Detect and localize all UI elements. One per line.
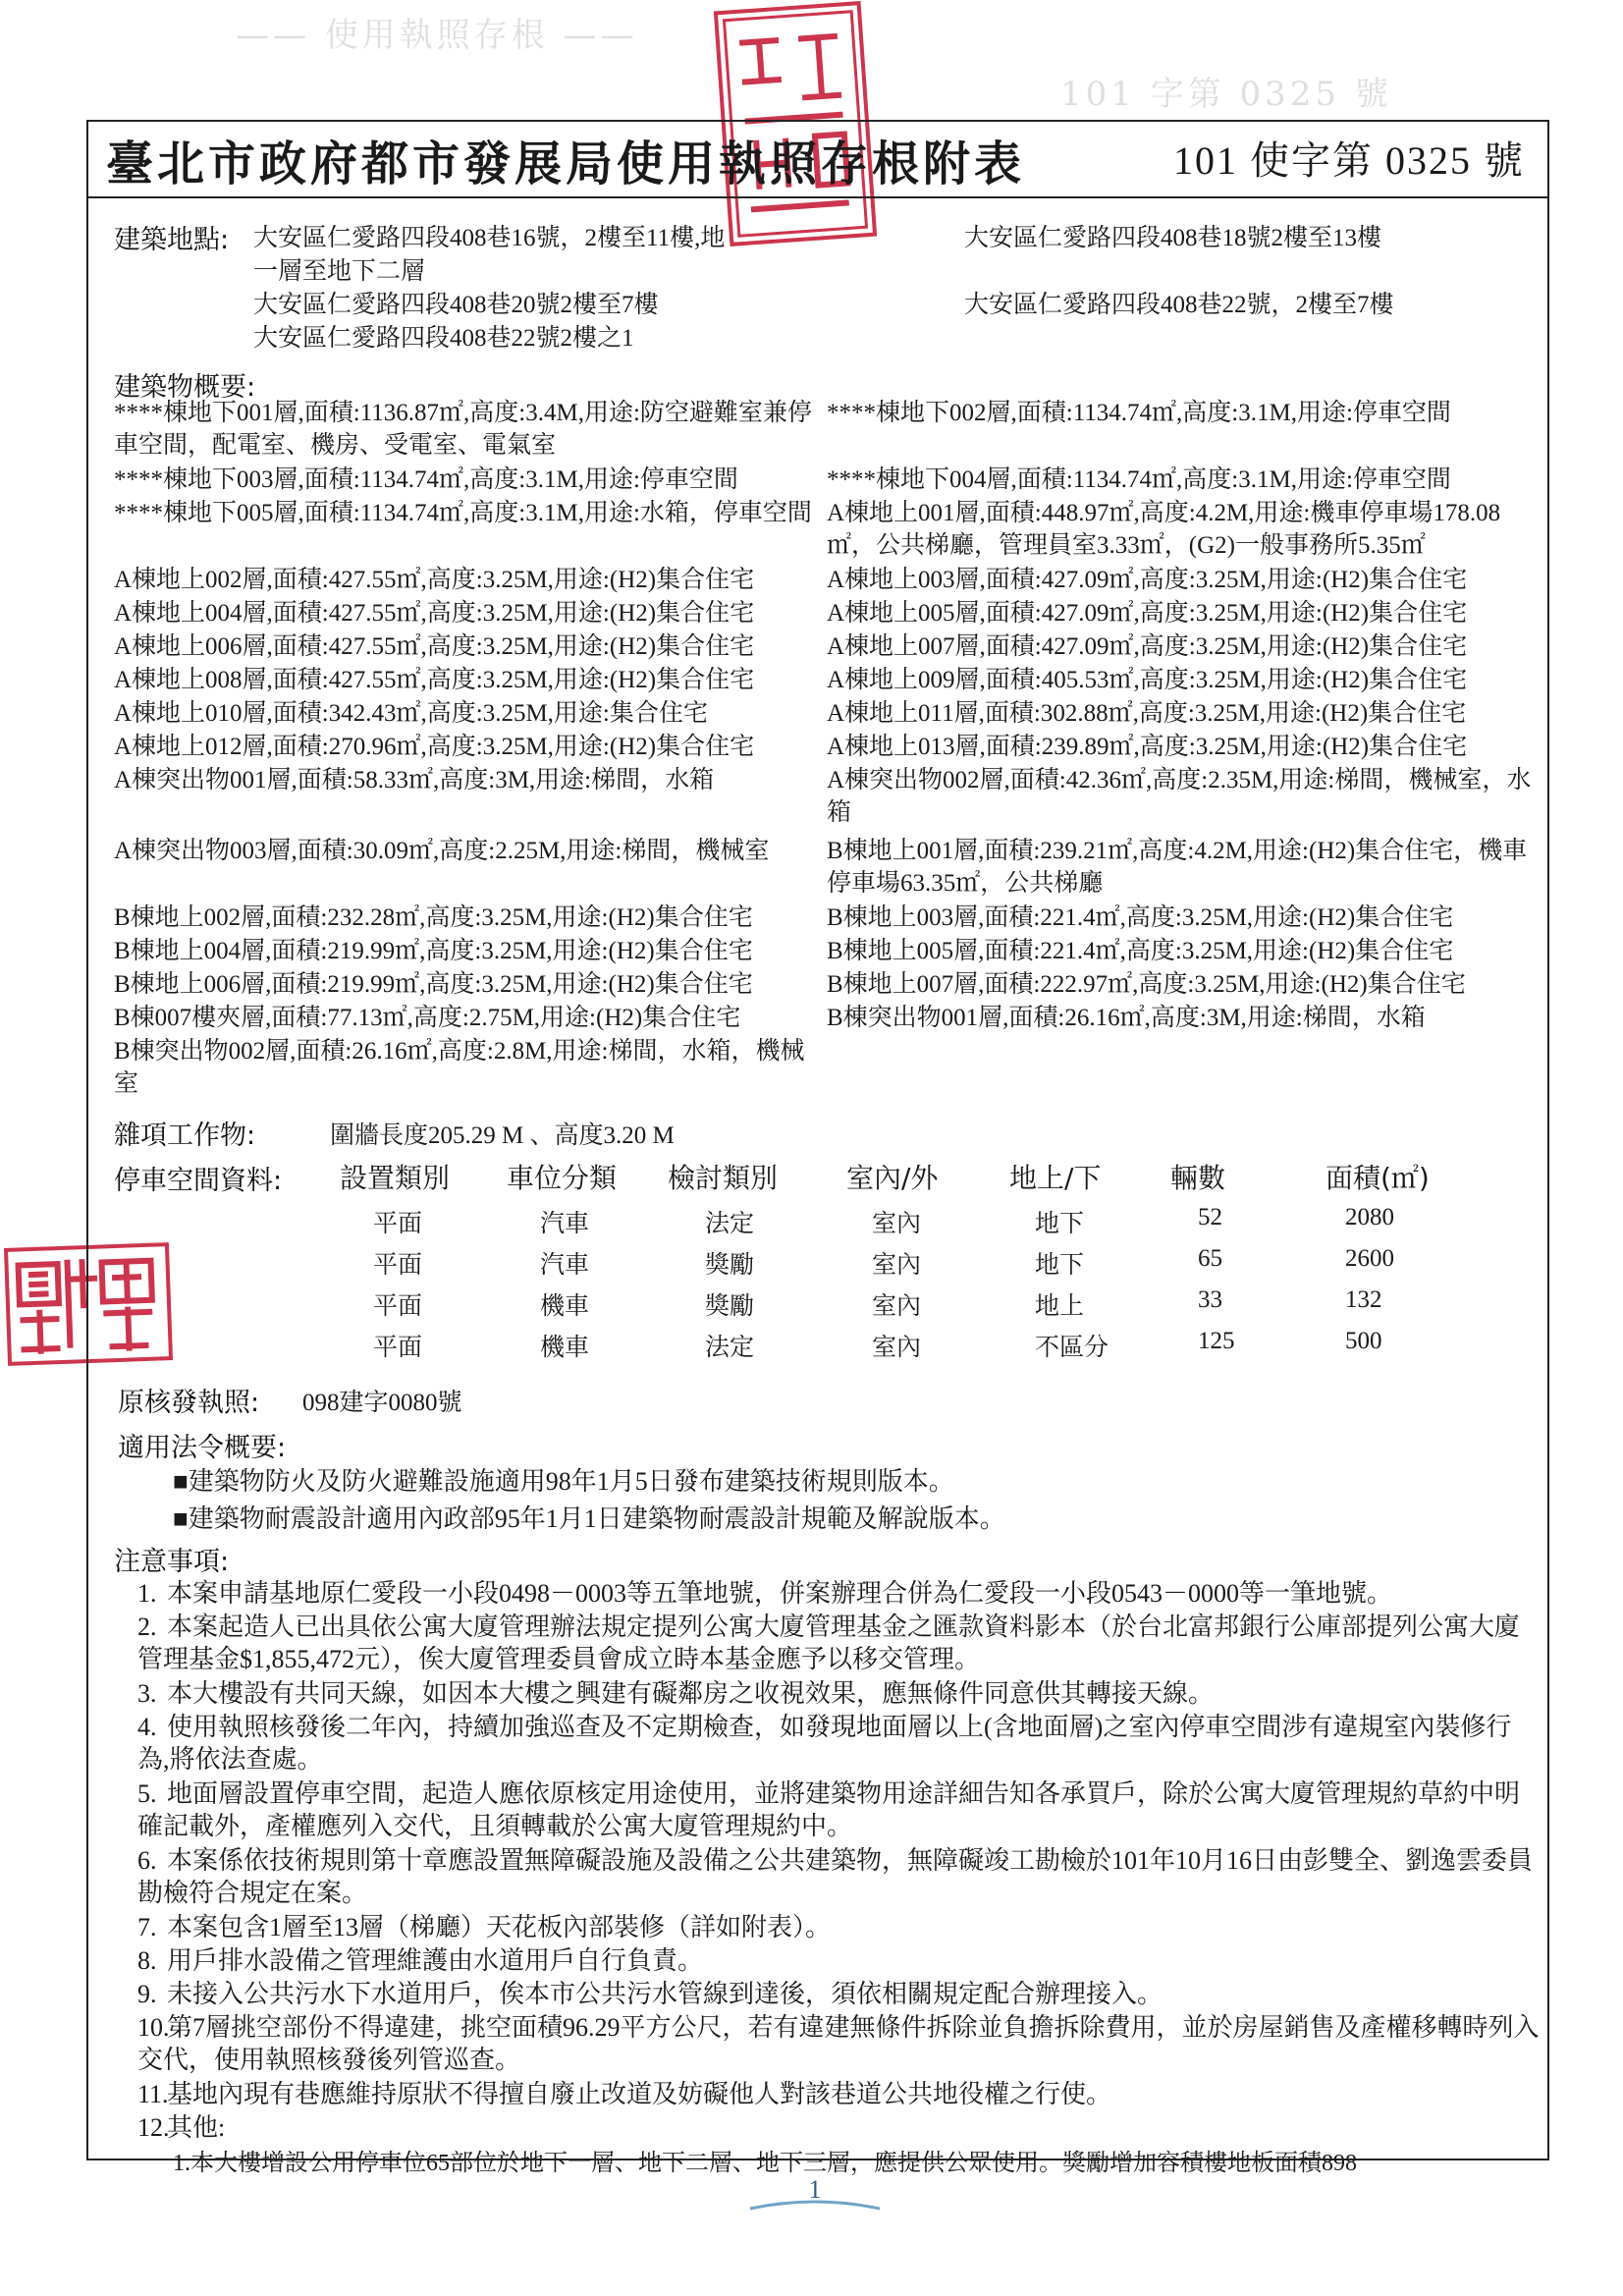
cell-vehicle: 汽車 <box>540 1252 590 1279</box>
cell-area: 132 <box>1345 1286 1382 1313</box>
misc-value: 圍牆長度205.29 M 、高度3.20 M <box>330 1122 675 1149</box>
cell-indoor: 室內 <box>872 1252 922 1279</box>
table-row <box>0 1204 1623 1237</box>
note-text: 地面層設置停車空間，起造人應依原核定用途使用，並將建築物用途詳細告知各承買戶，除於公寓大廈管理規約草約中明確記載外，產權應列入交代，且須轉載於公寓大廈管理規約中。 <box>137 1779 1521 1840</box>
bleed-text-1: —— 使用執照存根 —— <box>236 16 638 55</box>
cell-count: 125 <box>1198 1328 1235 1354</box>
note-text: 其他: <box>167 2113 226 2142</box>
building-row-10-left: A棟突出物001層,面積:58.33㎡,高度:3M,用途:梯間，水箱 <box>114 767 715 793</box>
address-line-3-right: 大安區仁愛路四段408巷22號，2樓至7樓 <box>964 292 1394 318</box>
building-row-12-left: B棟地上002層,面積:232.28㎡,高度:3.25M,用途:(H2)集合住宅 <box>114 904 753 931</box>
building-row-2-left: ****棟地下003層,面積:1134.74㎡,高度:3.1M,用途:停車空間 <box>114 466 738 493</box>
note-text: 用戶排水設備之管理維護由水道用戶自行負責。 <box>167 1946 704 1975</box>
building-row-3-right: A棟地上001層,面積:448.97㎡,高度:4.2M,用途:機車停車場178.08㎡，公共梯廳，管理員室3.33㎡，(G2)一般事務所5.35㎡ <box>827 500 1501 559</box>
building-row-3-left: ****棟地下005層,面積:1134.74㎡,高度:3.1M,用途:水箱，停車空間 <box>114 500 812 526</box>
cell-vehicle: 汽車 <box>540 1211 590 1237</box>
parking-header-vehicle: 車位分類 <box>507 1162 618 1194</box>
building-row-14-right: B棟地上007層,面積:222.97㎡,高度:3.25M,用途:(H2)集合住宅 <box>827 971 1466 998</box>
building-row-4-left: A棟地上002層,面積:427.55㎡,高度:3.25M,用途:(H2)集合住宅 <box>114 567 755 593</box>
building-row-8-right: A棟地上011層,面積:302.88㎡,高度:3.25M,用途:(H2)集合住宅 <box>827 700 1467 727</box>
note-text: 本大樓設有共同天線，如因本大樓之興建有礙鄰房之收視效果，應無條件同意供其轉接天線。 <box>167 1679 1215 1708</box>
building-row-13-right: B棟地上005層,面積:221.4㎡,高度:3.25M,用途:(H2)集合住宅 <box>827 938 1454 964</box>
parking-header-area: 面積(㎡) <box>1325 1162 1430 1194</box>
building-row-2-right: ****棟地下004層,面積:1134.74㎡,高度:3.1M,用途:停車空間 <box>827 466 1451 493</box>
note-text: 未接入公共污水下水道用戶，俟本市公共污水管線到達後，須依相關規定配合辦理接入。 <box>167 1980 1163 2008</box>
title-divider <box>86 196 1549 198</box>
cell-area: 2080 <box>1345 1204 1394 1230</box>
note-item-5 <box>137 1777 1542 1842</box>
parking-header-type: 設置類別 <box>340 1162 451 1194</box>
original-license-label: 原核發執照: <box>118 1388 260 1418</box>
building-row-1-left: ****棟地下001層,面積:1136.87㎡,高度:3.4M,用途:防空避難室兼停車空間，配電室、機房、受電室、電氣室 <box>114 400 812 459</box>
building-row-7-left: A棟地上008層,面積:427.55㎡,高度:3.25M,用途:(H2)集合住宅 <box>114 667 755 693</box>
note-sub-item: 1.本大樓增設公用停車位65部位於地下一層、地下二層、地下三層，應提供公眾使用。獎勵增加容積樓地板面積898 <box>173 2151 1357 2176</box>
building-row-8-left: A棟地上010層,面積:342.43㎡,高度:3.25M,用途:集合住宅 <box>114 700 708 727</box>
original-license-value: 098建字0080號 <box>302 1390 462 1416</box>
note-text: 基地內現有巷應維持原狀不得擅自廢止改道及妨礙他人對該巷道公共地役權之行使。 <box>167 2080 1112 2108</box>
laws-label: 適用法令概要: <box>118 1433 287 1463</box>
address-line-1-right: 大安區仁愛路四段408巷18號2樓至13樓 <box>964 225 1382 251</box>
building-row-15-right: B棟突出物001層,面積:26.16㎡,高度:3M,用途:梯間，水箱 <box>827 1005 1426 1031</box>
note-num: 6. <box>137 1846 157 1875</box>
page-number-swoosh-icon <box>746 2199 884 2213</box>
building-row-5-left: A棟地上004層,面積:427.55㎡,高度:3.25M,用途:(H2)集合住宅 <box>114 600 755 627</box>
note-item-7 <box>137 1911 1542 1943</box>
page-number <box>746 2175 884 2205</box>
document-title: 臺北市政府都市發展局使用執照存根附表 <box>106 137 1026 191</box>
building-row-15-left: B棟007樓夾層,面積:77.13㎡,高度:2.75M,用途:(H2)集合住宅 <box>114 1005 741 1031</box>
note-item-12 <box>137 2111 1542 2144</box>
building-row-5-right: A棟地上005層,面積:427.09㎡,高度:3.25M,用途:(H2)集合住宅 <box>827 600 1468 627</box>
bleed-text-2: 101 字第 0325 號 <box>1060 75 1392 114</box>
cell-indoor: 室內 <box>872 1335 922 1361</box>
cell-review: 法定 <box>705 1335 755 1361</box>
address-line-1-left: 大安區仁愛路四段408巷16號，2樓至11樓,地 <box>253 225 726 251</box>
note-text: 本案起造人已出具依公寓大廈管理辦法規定提列公寓大廈管理基金之匯款資料影本（於台北富邦銀行公庫部提列公寓大廈管理基金$1,855,472元），俟大廈管理委員會成立時本基金應予以移交管理。 <box>137 1613 1521 1673</box>
note-num: 11. <box>137 2080 169 2108</box>
cell-review: 法定 <box>705 1211 755 1237</box>
misc-label: 雜項工作物: <box>114 1121 256 1151</box>
cell-count: 52 <box>1198 1204 1222 1230</box>
cell-indoor: 室內 <box>872 1293 922 1320</box>
law-item-2: ■建築物耐震設計適用內政部95年1月1日建築物耐震設計規範及解說版本。 <box>173 1504 1005 1533</box>
parking-label: 停車空間資料: <box>114 1166 283 1196</box>
note-num: 7. <box>137 1913 157 1941</box>
law-item-1: ■建築物防火及防火避難設施適用98年1月5日發布建築技術規則版本。 <box>173 1467 954 1496</box>
page-number-text: 1 <box>808 2175 822 2204</box>
note-item-10 <box>137 2011 1542 2076</box>
building-row-9-left: A棟地上012層,面積:270.96㎡,高度:3.25M,用途:(H2)集合住宅 <box>114 734 755 760</box>
table-row <box>0 1328 1623 1361</box>
note-item-8 <box>137 1944 1542 1977</box>
note-num: 5. <box>137 1779 157 1808</box>
note-text: 使用執照核發後二年內，持續加強巡查及不定期檢查，如發現地面層以上(含地面層)之室內停車空間涉有違規室內裝修行為,將依法查處。 <box>137 1713 1512 1774</box>
note-num: 8. <box>137 1946 157 1975</box>
note-item-1 <box>137 1577 1542 1610</box>
building-label: 建築物概要: <box>114 372 256 403</box>
building-row-10-right: A棟突出物002層,面積:42.36㎡,高度:2.35M,用途:梯間，機械室，水箱 <box>827 767 1532 826</box>
building-row-16-left: B棟突出物002層,面積:26.16㎡,高度:2.8M,用途:梯間，水箱，機械室 <box>114 1038 805 1097</box>
building-row-11-right: B棟地上001層,面積:239.21㎡,高度:4.2M,用途:(H2)集合住宅，機車停車場63.35㎡，公共梯廳 <box>827 838 1528 897</box>
note-text: 本案包含1層至13層（梯廳）天花板內部裝修（詳如附表）。 <box>167 1913 832 1941</box>
building-row-14-left: B棟地上006層,面積:219.99㎡,高度:3.25M,用途:(H2)集合住宅 <box>114 971 753 998</box>
cell-level: 地上 <box>1035 1293 1085 1320</box>
note-item-11 <box>137 2078 1542 2110</box>
note-text: 本案申請基地原仁愛段一小段0498－0003等五筆地號，併案辦理合併為仁愛段一小段0543－0000等一筆地號。 <box>167 1579 1393 1608</box>
note-item-4 <box>137 1711 1542 1776</box>
cell-area: 2600 <box>1345 1245 1394 1272</box>
document-number: 101 使字第 0325 號 <box>1173 138 1525 183</box>
cell-count: 65 <box>1198 1245 1222 1272</box>
building-row-1-right: ****棟地下002層,面積:1134.74㎡,高度:3.1M,用途:停車空間 <box>827 400 1451 426</box>
cell-type: 平面 <box>373 1293 423 1320</box>
address-line-4-left: 大安區仁愛路四段408巷22號2樓之1 <box>253 325 634 352</box>
parking-header-level: 地上/下 <box>1009 1162 1102 1194</box>
note-num: 10. <box>137 2013 170 2042</box>
cell-review: 獎勵 <box>705 1293 755 1320</box>
note-text: 第7層挑空部份不得違建，挑空面積96.29平方公尺，若有違建無條件拆除並負擔拆除費用，並於房屋銷售及產權移轉時列入交代，使用執照核發後列管巡查。 <box>137 2013 1540 2074</box>
note-num: 2. <box>137 1613 157 1641</box>
note-num: 9. <box>137 1980 157 2008</box>
cell-type: 平面 <box>373 1211 423 1237</box>
cell-level: 地下 <box>1035 1211 1085 1237</box>
building-row-13-left: B棟地上004層,面積:219.99㎡,高度:3.25M,用途:(H2)集合住宅 <box>114 938 753 964</box>
parking-header-indoor: 室內/外 <box>846 1162 939 1194</box>
note-item-3 <box>137 1677 1542 1710</box>
note-num: 4. <box>137 1713 157 1741</box>
note-num: 3. <box>137 1679 157 1708</box>
building-row-6-right: A棟地上007層,面積:427.09㎡,高度:3.25M,用途:(H2)集合住宅 <box>827 633 1468 660</box>
building-row-11-left: A棟突出物003層,面積:30.09㎡,高度:2.25M,用途:梯間，機械室 <box>114 838 770 864</box>
building-row-7-right: A棟地上009層,面積:405.53㎡,高度:3.25M,用途:(H2)集合住宅 <box>827 667 1468 693</box>
table-row <box>0 1245 1623 1279</box>
note-num: 1. <box>137 1579 157 1608</box>
note-num: 12. <box>137 2113 170 2142</box>
cell-level: 不區分 <box>1035 1335 1109 1361</box>
table-row <box>0 1286 1623 1320</box>
cell-count: 33 <box>1198 1286 1222 1313</box>
notes-label: 注意事項: <box>114 1547 230 1577</box>
cell-review: 獎勵 <box>705 1252 755 1279</box>
cell-area: 500 <box>1345 1328 1382 1354</box>
cell-type: 平面 <box>373 1252 423 1279</box>
parking-header-review: 檢討類別 <box>668 1162 779 1194</box>
note-item-2 <box>137 1611 1542 1675</box>
note-text: 本案係依技術規則第十章應設置無障礙設施及設備之公共建築物，無障礙竣工勘檢於101年10月16日由彭雙全、劉逸雲委員勘檢符合規定在案。 <box>137 1846 1534 1907</box>
building-row-9-right: A棟地上013層,面積:239.89㎡,高度:3.25M,用途:(H2)集合住宅 <box>827 734 1468 760</box>
building-row-6-left: A棟地上006層,面積:427.55㎡,高度:3.25M,用途:(H2)集合住宅 <box>114 633 755 660</box>
cell-type: 平面 <box>373 1335 423 1361</box>
note-item-9 <box>137 1978 1542 2010</box>
building-row-4-right: A棟地上003層,面積:427.09㎡,高度:3.25M,用途:(H2)集合住宅 <box>827 567 1468 593</box>
address-line-2-left: 一層至地下二層 <box>253 258 426 285</box>
cell-level: 地下 <box>1035 1252 1085 1279</box>
cell-vehicle: 機車 <box>540 1293 590 1320</box>
parking-header-count: 輛數 <box>1170 1162 1226 1194</box>
cell-indoor: 室內 <box>872 1211 922 1237</box>
note-item-6 <box>137 1844 1542 1909</box>
cell-vehicle: 機車 <box>540 1335 590 1361</box>
address-label: 建築地點: <box>114 225 230 255</box>
building-row-12-right: B棟地上003層,面積:221.4㎡,高度:3.25M,用途:(H2)集合住宅 <box>827 904 1454 931</box>
address-line-3-left: 大安區仁愛路四段408巷20號2樓至7樓 <box>253 292 659 318</box>
